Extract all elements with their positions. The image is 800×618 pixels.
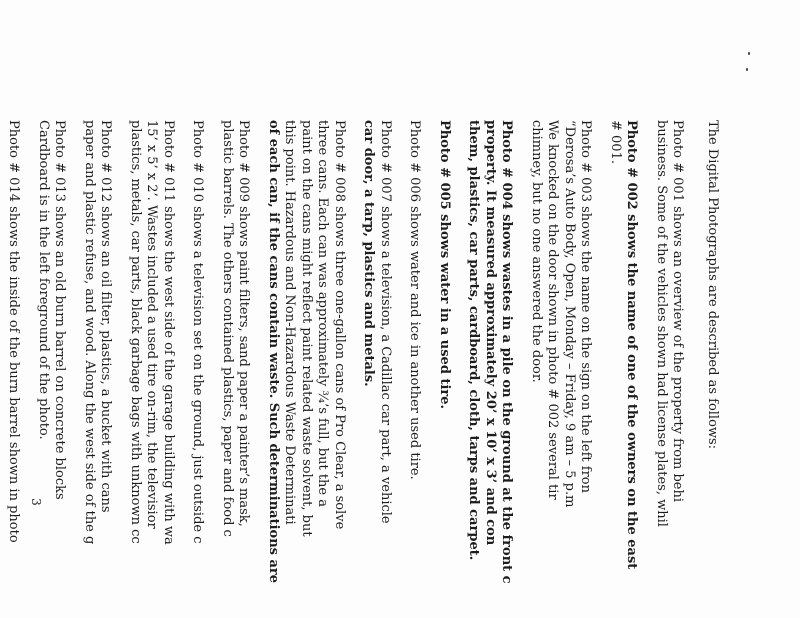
paragraph-line: 15’ x 5’ x 2’. Wastes included a used tire on-rim, the televisior <box>144 120 160 529</box>
paragraph-line: # 001. <box>608 120 623 164</box>
paragraph-photo-009 <box>219 120 252 618</box>
paragraph-line: Photo # 007 shows a television, a Cadillac car part, a vehicle <box>378 120 393 524</box>
paragraph-photo-010 <box>189 120 206 618</box>
paragraph-photo-014 <box>5 120 22 618</box>
page-number: 3 <box>28 498 43 506</box>
paragraph-photo-011 <box>127 120 177 618</box>
paragraph-line: Photo # 008 shows three one-gallon cans of Pro Clear, a solve <box>332 120 347 530</box>
paragraph-line: Photo # 003 shows the name on the sign on the left fron <box>578 120 594 494</box>
paragraph-line: three cans. Each can was approximately ¾’s full, but the a <box>315 120 331 507</box>
paragraph-line: paper and plastic refuse, and wood. Along the west side of the g <box>82 120 97 545</box>
paragraph-photo-012 <box>81 120 114 618</box>
paragraph-line: Photo # 013 shows an old burn barrel on concrete blocks <box>52 120 68 500</box>
paragraph-line: plastics, metals, car parts, black garbage bags with unknown cc <box>128 120 143 544</box>
paragraph-photo-007 <box>360 120 393 618</box>
scan-speck-marks <box>746 52 756 82</box>
paragraph-line: chimney, but no one answered the door. <box>529 120 544 383</box>
paragraph-line: Photo # 004 shows wastes in a pile on the ground at the front c <box>499 120 515 584</box>
paragraph-photo-004 <box>465 120 515 618</box>
paragraph-line: car door, a tarp, plastics and metals. <box>361 120 377 387</box>
paragraph-line: Photo # 006 shows water and ice in another used tire. <box>407 120 423 480</box>
paragraph-photo-008 <box>265 120 348 618</box>
document-intro: The Digital Photographs are described as follows: <box>705 120 720 450</box>
paragraph-line: Cardboard is in the left foreground of the photo. <box>36 120 51 440</box>
paragraph-line: of each can, if the cans contain waste. Such determinations are <box>266 120 281 584</box>
paragraph-line: them, plastics, car parts, cardboard, cloth, tarps and carpet. <box>466 120 482 561</box>
paragraph-photo-001 <box>653 120 686 618</box>
paragraph-line: plastic barrels. The others contained plastics, paper and food c <box>220 120 235 537</box>
paragraph-line: paint on the cans might reflect paint related waste solvent, but <box>299 120 314 537</box>
paragraph-photo-002 <box>607 120 640 618</box>
paragraph-line: Photo # 001 shows an overview of the property from behi <box>670 120 686 503</box>
paragraph-line: Photo # 014 shows the inside of the burn barrel shown in photo <box>6 120 22 543</box>
paragraph-line: Photo # 012 shows an oil filter, plastics, a bucket with cans <box>98 120 114 513</box>
paragraph-line: property. It measured approximately 20’ x 10’ x 3’ and con <box>483 120 498 546</box>
paragraph-photo-005 <box>436 120 453 618</box>
paragraph-photo-003 <box>528 120 594 618</box>
paragraph-line: We knocked on the door shown in photo # 002 several tir <box>545 120 561 500</box>
paragraph-line: business. Some of the vehicles shown had license plates, whil <box>654 120 669 527</box>
paragraph-line: Photo # 002 shows the name of one of the owners on the east <box>624 120 640 570</box>
paragraph-line: “Derosa’s Auto Body, Open, Monday – Friday, 9 am – 5 p.m <box>562 120 577 508</box>
paragraph-line: Photo # 010 shows a television set on the ground, just outside c <box>190 120 206 544</box>
paragraph-line: Photo # 009 shows paint filters, sand paper a painter’s mask, <box>236 120 252 527</box>
paragraph-line: Photo # 011 shows the west side of the garage building with wa <box>161 120 176 545</box>
paragraph-photo-013 <box>35 120 68 618</box>
paragraph-line: this point. Hazardous and Non-Hazardous Waste Determinati <box>282 120 298 525</box>
paragraph-line: Photo # 005 shows water in a used tire. <box>437 120 452 410</box>
paragraph-photo-006 <box>406 120 423 618</box>
document-page-rotated <box>0 120 720 618</box>
